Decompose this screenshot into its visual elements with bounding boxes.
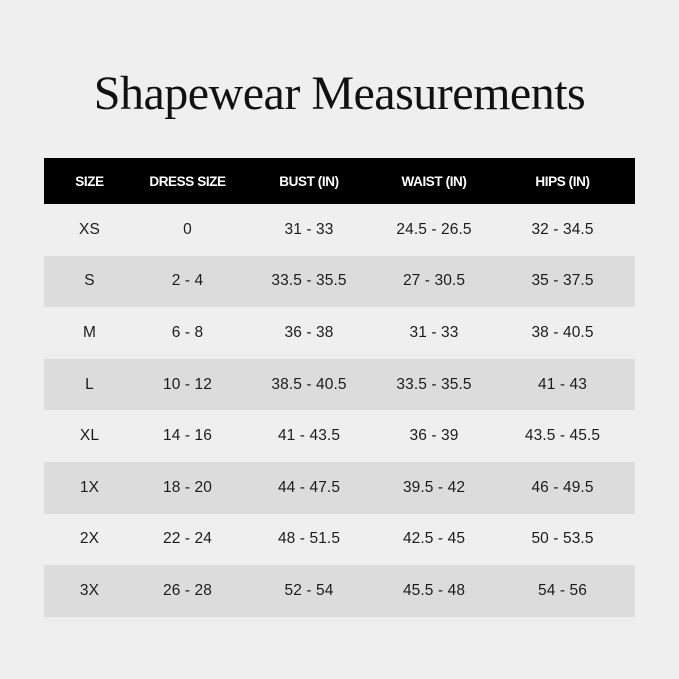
cell-size: L [85,375,94,393]
header-bust: BUST (IN) [279,173,339,189]
cell-size: 3X [79,581,100,599]
cell-waist: 24.5 - 26.5 [396,220,472,238]
cell-dress-size: 0 [183,220,192,238]
cell-size: XS [79,220,100,238]
cell-bust: 38.5 - 40.5 [271,375,347,393]
cell-hips: 38 - 40.5 [531,323,594,341]
table-row [44,514,635,566]
cell-waist: 27 - 30.5 [402,272,466,290]
table-row [44,204,635,256]
cell-hips: 41 - 43 [538,375,587,393]
table-row [44,565,635,617]
cell-hips: 43.5 - 45.5 [524,427,601,445]
size-chart-table [44,158,635,617]
cell-size: S [84,272,95,290]
cell-size: XL [79,427,100,445]
cell-waist: 36 - 39 [409,427,459,445]
page-title: Shapewear Measurements [93,67,586,120]
cell-size: 1X [79,478,100,496]
table-row [44,462,635,514]
cell-waist: 33.5 - 35.5 [396,375,472,393]
cell-dress-size: 26 - 28 [163,581,212,599]
header-size: SIZE [75,173,104,189]
cell-dress-size: 6 - 8 [171,323,204,341]
cell-waist: 39.5 - 42 [402,478,466,496]
cell-bust: 33.5 - 35.5 [271,272,347,290]
cell-hips: 54 - 56 [538,581,587,599]
header-dress-size: DRESS SIZE [149,173,226,189]
cell-dress-size: 10 - 12 [163,375,212,393]
cell-waist: 42.5 - 45 [402,530,466,548]
cell-hips: 35 - 37.5 [531,272,594,290]
table-row [44,410,635,462]
table-header-row [44,158,635,204]
cell-dress-size: 22 - 24 [163,530,212,548]
table-row [44,307,635,359]
table-row [44,359,635,411]
header-hips: HIPS (IN) [535,173,590,189]
cell-bust: 31 - 33 [284,220,334,238]
header-waist: WAIST (IN) [401,173,467,189]
cell-bust: 41 - 43.5 [277,427,341,445]
cell-waist: 31 - 33 [409,323,459,341]
table-row [44,256,635,308]
cell-hips: 50 - 53.5 [531,530,594,548]
cell-bust: 52 - 54 [284,581,334,599]
cell-waist: 45.5 - 48 [402,581,466,599]
cell-bust: 36 - 38 [284,323,334,341]
cell-bust: 44 - 47.5 [277,478,341,496]
cell-dress-size: 18 - 20 [163,478,212,496]
cell-hips: 32 - 34.5 [531,220,594,238]
cell-size: M [82,323,96,341]
cell-dress-size: 2 - 4 [171,272,204,290]
cell-dress-size: 14 - 16 [163,427,212,445]
cell-hips: 46 - 49.5 [531,478,594,496]
table-body [44,204,635,617]
cell-size: 2X [79,530,100,548]
cell-bust: 48 - 51.5 [277,530,341,548]
